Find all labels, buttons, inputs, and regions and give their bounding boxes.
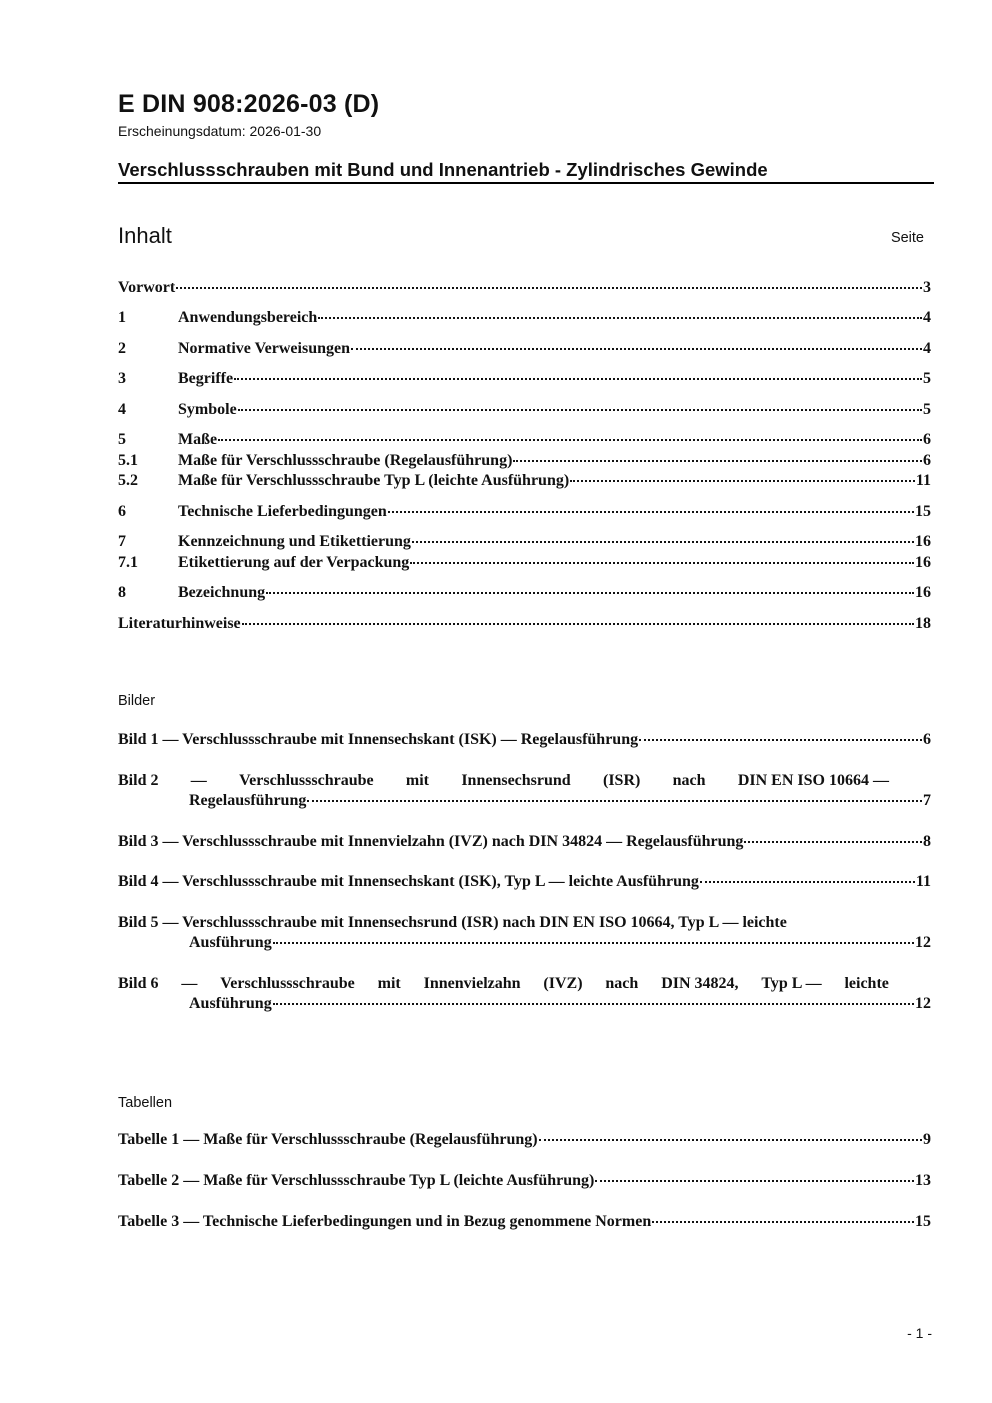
figure-entry-title: Regelausführung	[189, 792, 307, 809]
figure-entry-page: 11	[915, 873, 931, 890]
figure-entry-line-1: Bild 6 — Verschlussschraube mit Innenvielzahn (IVZ) nach DIN 34824, Typ L — leichte	[118, 975, 889, 992]
figure-entry-continuation[interactable]	[118, 995, 931, 1013]
toc-entry-page: 5	[923, 401, 931, 418]
figure-entry-title: Bild 1 — Verschlussschraube mit Innensechskant (ISK) — Regelausführung	[118, 731, 639, 748]
table-entry[interactable]	[118, 1131, 931, 1149]
toc-entry-title: Maße	[178, 431, 218, 448]
table-entry-title: Tabelle 1 — Maße für Verschlussschraube (Regelausführung)	[118, 1131, 538, 1148]
toc-entry[interactable]	[118, 370, 931, 388]
toc-entry-vorwort[interactable]	[118, 279, 931, 297]
dot-leader	[652, 1221, 914, 1223]
toc-entry-literatur[interactable]	[118, 615, 931, 633]
figure-entry[interactable]	[118, 772, 889, 790]
dot-leader	[318, 317, 922, 319]
toc-entry-page: 15	[915, 503, 931, 520]
figure-entry-line-1: Bild 5 — Verschlussschraube mit Innensechsrund (ISR) nach DIN EN ISO 10664, Typ L — leichte	[118, 914, 787, 931]
toc-entry-title: Symbole	[178, 401, 237, 418]
toc-entry-number: 4	[118, 401, 126, 418]
toc-entry-title: Technische Lieferbedingungen	[178, 503, 387, 520]
tables-heading: Tabellen	[118, 1095, 173, 1111]
toc-entry-title: Bezeichnung	[178, 584, 266, 601]
figure-entry[interactable]	[118, 873, 931, 891]
dot-leader	[218, 439, 922, 441]
figure-entry-title: Ausführung	[189, 995, 272, 1012]
table-entry-title: Tabelle 2 — Maße für Verschlussschraube Typ L (leichte Ausführung)	[118, 1172, 595, 1189]
toc-entry-page: 4	[923, 309, 931, 326]
toc-heading: Inhalt	[118, 223, 172, 248]
dot-leader	[570, 480, 915, 482]
dot-leader	[273, 942, 914, 944]
toc-entry-page: 6	[923, 431, 931, 448]
dot-leader	[744, 841, 922, 843]
toc-entry-number: 8	[118, 584, 126, 601]
toc-entry-number: 5	[118, 431, 126, 448]
figure-entry-continuation[interactable]	[118, 934, 931, 952]
dot-leader	[388, 511, 914, 513]
toc-entry[interactable]	[118, 503, 931, 521]
dot-leader	[176, 287, 922, 289]
toc-entry-title: Maße für Verschlussschraube (Regelausführung)	[178, 452, 513, 469]
toc-entry-page: 5	[923, 370, 931, 387]
dot-leader	[273, 1003, 914, 1005]
table-entry-title: Tabelle 3 — Technische Lieferbedingungen und in Bezug genommene Normen	[118, 1213, 652, 1230]
toc-entry[interactable]	[118, 584, 931, 602]
figure-entry-page: 7	[923, 792, 931, 809]
toc-entry-page: 4	[923, 340, 931, 357]
toc-entry-title: Anwendungsbereich	[178, 309, 318, 326]
toc-entry-number: 5.2	[118, 472, 138, 489]
figure-entry-line-1: Bild 2 — Verschlussschraube mit Innensechsrund (ISR) nach DIN EN ISO 10664 —	[118, 772, 889, 789]
table-entry[interactable]	[118, 1172, 931, 1190]
table-entry[interactable]	[118, 1213, 931, 1231]
toc-entry-title: Etikettierung auf der Verpackung	[178, 554, 410, 571]
toc-entry[interactable]	[118, 340, 931, 358]
toc-entry-page: 11	[915, 472, 931, 489]
toc-entry-number: 1	[118, 309, 126, 326]
toc-entry[interactable]	[118, 309, 931, 327]
toc-entry-number: 5.1	[118, 452, 138, 469]
dot-leader	[700, 881, 915, 883]
toc-entry[interactable]	[118, 431, 931, 449]
toc-entry-title: Begriffe	[178, 370, 234, 387]
figure-entry[interactable]	[118, 833, 931, 851]
dot-leader	[513, 460, 922, 462]
toc-entry-page: 6	[923, 452, 931, 469]
toc-entry-title: Kennzeichnung und Etikettierung	[178, 533, 411, 550]
header-divider	[118, 182, 934, 184]
figure-entry-title: Ausführung	[189, 934, 272, 951]
toc-entry-page: 3	[923, 279, 931, 296]
toc-entry-number: 3	[118, 370, 126, 387]
table-entry-page: 13	[915, 1172, 931, 1189]
figure-entry-page: 6	[923, 731, 931, 748]
figure-entry-title: Bild 3 — Verschlussschraube mit Innenvielzahn (IVZ) nach DIN 34824 — Regelausführung	[118, 833, 744, 850]
document-subtitle: Verschlussschrauben mit Bund und Innenantrieb - Zylindrisches Gewinde	[118, 159, 768, 180]
dot-leader	[595, 1180, 914, 1182]
toc-entry-number: 6	[118, 503, 126, 520]
figure-entry-title: Bild 4 — Verschlussschraube mit Innensechskant (ISK), Typ L — leichte Ausführung	[118, 873, 699, 890]
toc-entry-title: Maße für Verschlussschraube Typ L (leichte Ausführung)	[178, 472, 570, 489]
toc-entry[interactable]	[118, 472, 931, 490]
dot-leader	[266, 592, 914, 594]
toc-entry[interactable]	[118, 401, 931, 419]
dot-leader	[234, 378, 922, 380]
page-number: - 1 -	[907, 1325, 932, 1341]
table-entry-page: 9	[923, 1131, 931, 1148]
figure-entry[interactable]	[118, 731, 931, 749]
toc-entry-page: 16	[915, 584, 931, 601]
publication-date: Erscheinungsdatum: 2026-01-30	[118, 123, 322, 139]
toc-entry-title: Vorwort	[118, 279, 176, 296]
toc-entry[interactable]	[118, 533, 931, 551]
dot-leader	[238, 409, 922, 411]
table-entry-page: 15	[915, 1213, 931, 1230]
toc-entry-title: Normative Verweisungen	[178, 340, 350, 357]
dot-leader	[539, 1139, 922, 1141]
toc-entry-number: 7.1	[118, 554, 138, 571]
figure-entry[interactable]	[118, 975, 889, 993]
figure-entry-page: 12	[915, 995, 931, 1012]
toc-entry-number: 2	[118, 340, 126, 357]
figure-entry-continuation[interactable]	[118, 792, 931, 810]
toc-entry-number: 7	[118, 533, 126, 550]
toc-entry-title: Literaturhinweise	[118, 615, 241, 632]
toc-entry-page: 16	[915, 554, 931, 571]
toc-entry[interactable]	[118, 452, 931, 470]
figure-entry-page: 12	[915, 934, 931, 951]
figure-entry-page: 8	[923, 833, 931, 850]
toc-entry-page: 18	[915, 615, 931, 632]
toc-entry[interactable]	[118, 554, 931, 572]
figure-entry[interactable]	[118, 914, 889, 932]
dot-leader	[410, 562, 914, 564]
figures-heading: Bilder	[118, 693, 156, 709]
dot-leader	[639, 739, 922, 741]
dot-leader	[307, 800, 922, 802]
dot-leader	[351, 348, 922, 350]
dot-leader	[412, 541, 914, 543]
page-column-label: Seite	[890, 230, 924, 246]
document-id: E DIN 908:2026-03 (D)	[118, 90, 380, 118]
dot-leader	[242, 623, 914, 625]
toc-entry-page: 16	[915, 533, 931, 550]
